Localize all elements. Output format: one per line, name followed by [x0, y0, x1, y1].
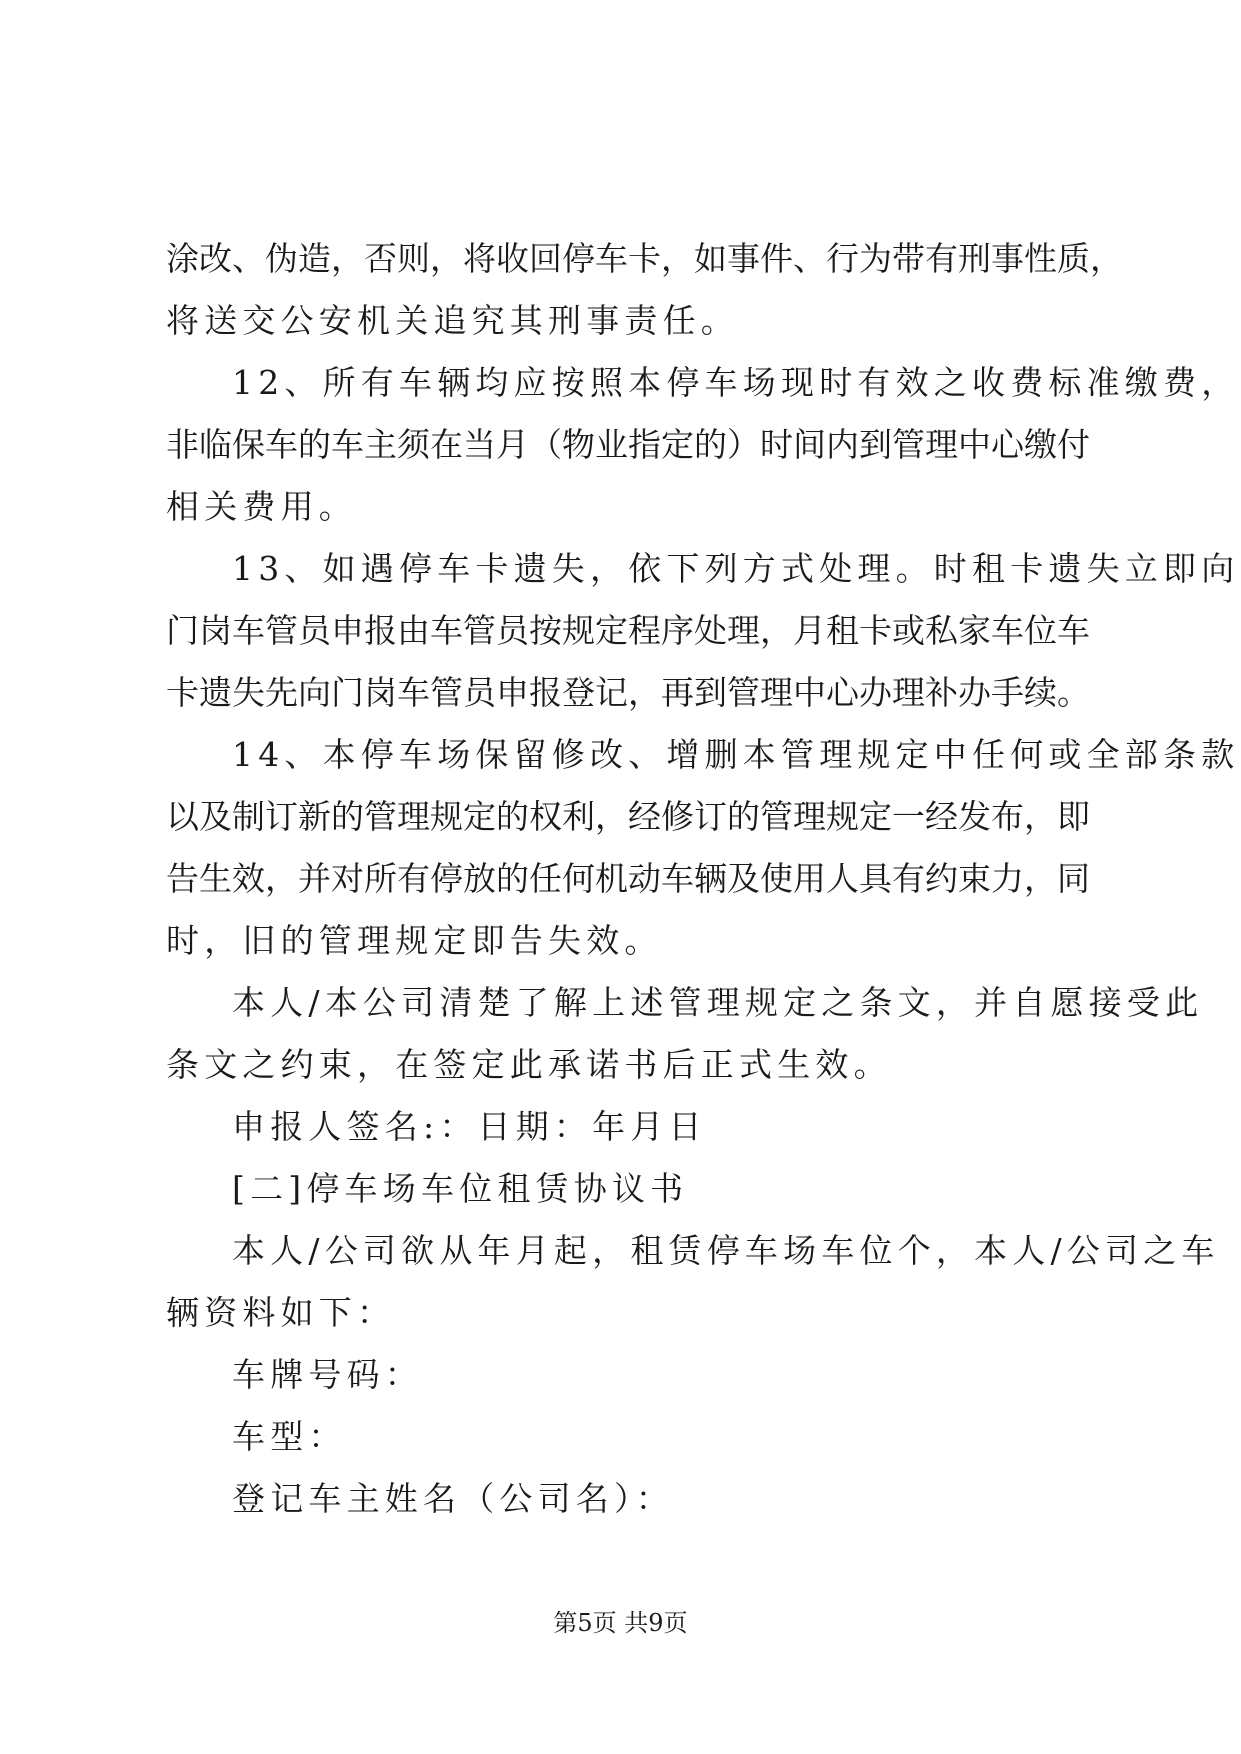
- owner-name-field-label: 登记车主姓名（公司名）：: [232, 1479, 674, 1518]
- page-number-footer: 第5页 共9页: [553, 1609, 688, 1637]
- text-line: 涂改、伪造，否则，将收回停车卡，如事件、行为带有刑事性质，: [166, 239, 1123, 278]
- document-body: [166, 228, 1240, 1530]
- text-line: 将送交公安机关追究其刑事责任。: [166, 301, 739, 340]
- text-line: 非临保车的车主须在当月（物业指定的）时间内到管理中心缴付: [166, 425, 1090, 464]
- clause-14-line: 14、本停车场保留修改、增删本管理规定中任何或全部条款: [232, 735, 1240, 774]
- plate-number-field-label: 车牌号码：: [232, 1355, 423, 1394]
- text-line: 辆资料如下：: [166, 1293, 396, 1332]
- signature-date-line: 申报人签名:：日期：年月日: [232, 1107, 707, 1146]
- text-line: 告生效，并对所有停放的任何机动车辆及使用人具有约束力，同: [166, 859, 1090, 898]
- text-line: 相关费用。: [166, 487, 357, 526]
- acknowledgement-line: 本人/本公司清楚了解上述管理规定之条文，并自愿接受此: [232, 983, 1204, 1022]
- clause-12-line: 12、所有车辆均应按照本停车场现时有效之收费标准缴费，: [232, 363, 1240, 402]
- text-line: 以及制订新的管理规定的权利，经修订的管理规定一经发布，即: [166, 797, 1090, 836]
- text-line: 时，旧的管理规定即告失效。: [166, 921, 663, 960]
- vehicle-model-field-label: 车型：: [232, 1417, 347, 1456]
- agreement-intro-line: 本人/公司欲从年月起，租赁停车场车位个，本人/公司之车: [232, 1231, 1220, 1270]
- text-line: 门岗车管员申报由车管员按规定程序处理，月租卡或私家车位车: [166, 611, 1090, 650]
- section-title: [二]停车场车位租赁协议书: [232, 1169, 689, 1208]
- text-line: 卡遗失先向门岗车管员申报登记，再到管理中心办理补办手续。: [166, 673, 1090, 712]
- clause-13-line: 13、如遇停车卡遗失，依下列方式处理。时租卡遗失立即向: [232, 549, 1240, 588]
- text-line: 条文之约束，在签定此承诺书后正式生效。: [166, 1045, 892, 1084]
